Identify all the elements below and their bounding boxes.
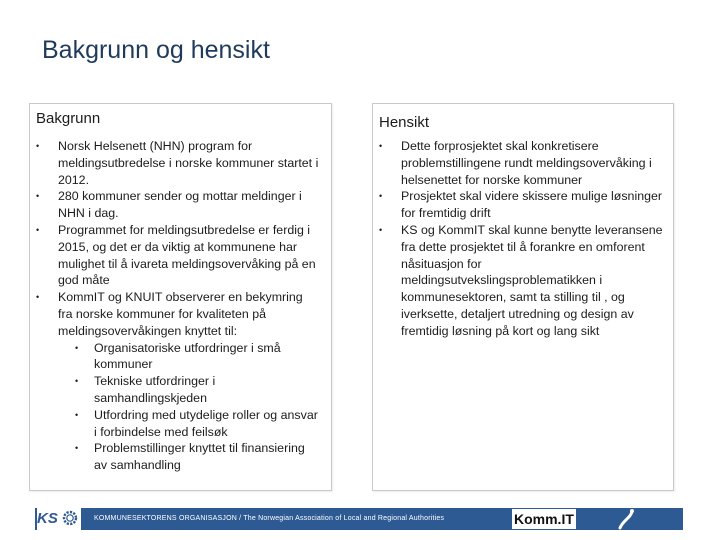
- kommit-logo-text: Komm.IT: [514, 511, 574, 527]
- list-item: • Norsk Helsenett (NHN) program for meldingsutbredelse i norske kommuner startet i 2012.: [30, 138, 320, 188]
- sub-list-item: • Problemstillinger knyttet til finansiering av samhandling: [58, 440, 320, 474]
- ks-emblem-icon: [62, 510, 78, 526]
- list-item: • KS og KommIT skal kunne benytte leveransene fra dette prosjektet til å forankre en omforent nåsituasjon for meldingsutvekslingsproblematikken i kommunesektoren, samt ta stilling til , og iverksette, detaljert utredning og design av fremtidig løsning på kort og lang sikt: [373, 222, 663, 340]
- sub-list-item: • Tekniske utfordringer i samhandlingskjeden: [58, 373, 320, 407]
- footer-organisation-text: KOMMUNESEKTORENS ORGANISASJON / The Norwegian Association of Local and Regional Authorities: [94, 515, 445, 522]
- sub-list-item: • Utfordring med utydelige roller og ansvar i forbindelse med feilsøk: [58, 407, 320, 441]
- ks-logo-text: KS: [37, 510, 58, 527]
- list-item: • Prosjektet skal videre skissere mulige løsninger for fremtidig drift: [373, 188, 663, 222]
- list-item: • Programmet for meldingsutbredelse er ferdig i 2015, og det er da viktig at kommunene har mulighet til å ivareta meldingsovervåking på en god måte: [30, 222, 320, 289]
- hensikt-box: [372, 103, 674, 491]
- hensikt-list: [373, 138, 663, 340]
- hensikt-heading: Hensikt: [379, 114, 430, 131]
- list-item-text: KommIT og KNUIT observerer en bekymring fra norske kommuner for kvaliteten på meldingsovervåkingen knyttet til:: [58, 290, 303, 338]
- sub-list: [58, 340, 320, 474]
- bakgrunn-box: [29, 103, 332, 491]
- slide-title: Bakgrunn og hensikt: [42, 36, 270, 64]
- sub-list-item: • Organisatoriske utfordringer i små kommuner: [58, 340, 320, 374]
- list-item: • 280 kommuner sender og mottar meldinger i NHN i dag.: [30, 188, 320, 222]
- ks-logo: [37, 508, 81, 530]
- bakgrunn-heading: Bakgrunn: [36, 110, 101, 127]
- bakgrunn-list: [30, 138, 320, 474]
- list-item-with-subitems: [30, 289, 320, 474]
- kommit-logo-mark-icon: [617, 508, 637, 530]
- list-item: • Dette forprosjektet skal konkretisere problemstillingene rundt meldingsovervåking i helsenettet for norske kommuner: [373, 138, 663, 188]
